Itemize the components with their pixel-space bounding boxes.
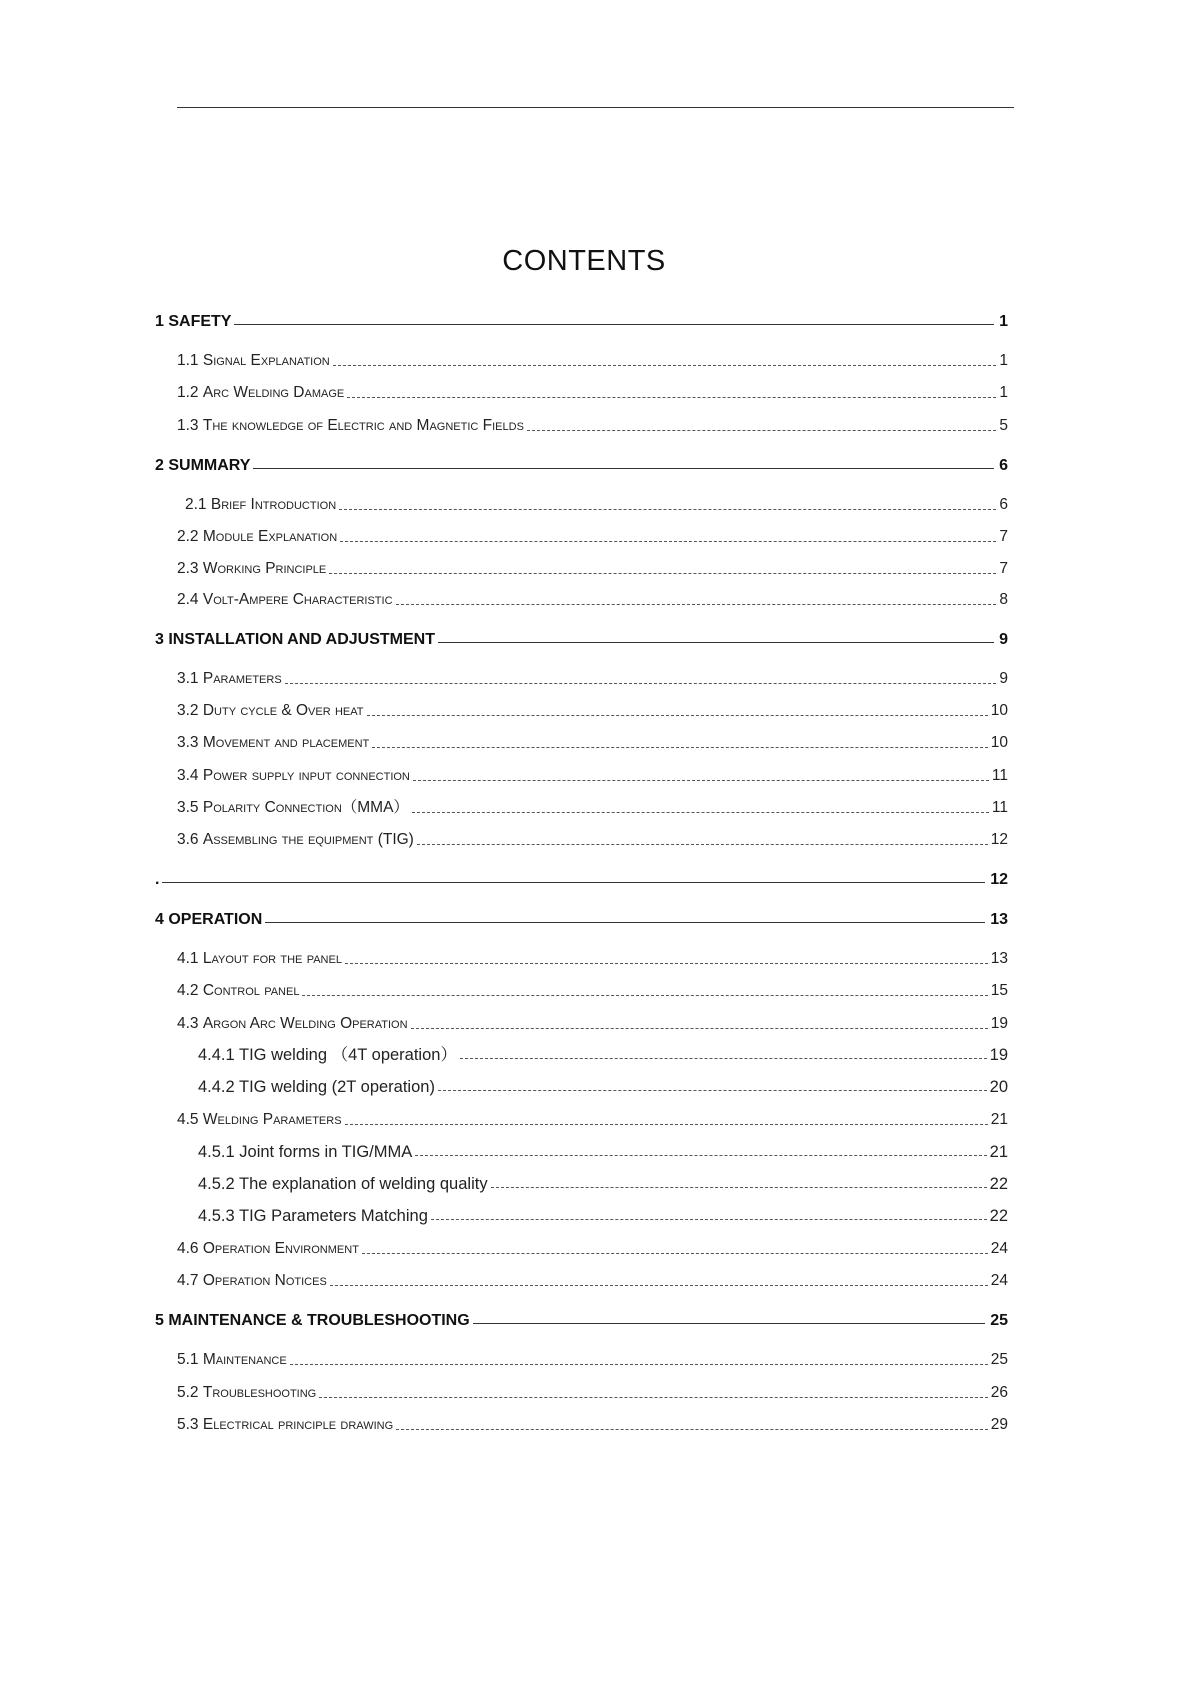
toc-entry-title: Polarity Connection（MMA） (202, 799, 409, 816)
toc-entry-label: 1 SAFETY (155, 313, 232, 330)
toc-entry-label (177, 829, 414, 851)
toc-entry-title: Operation Environment (202, 1240, 359, 1257)
toc-entry[interactable] (177, 556, 1008, 580)
toc-entry-number: 2.2 (177, 528, 203, 545)
toc-entry-number: 3.5 (177, 799, 203, 816)
toc-page-number: 25 (990, 1312, 1008, 1329)
toc-entry-title: Power supply input connection (202, 767, 410, 784)
toc-page-number: 9 (999, 631, 1008, 648)
toc-leader (333, 365, 997, 366)
toc-leader (396, 604, 997, 605)
toc-entry[interactable] (198, 1171, 1008, 1195)
toc-entry-label (177, 558, 326, 580)
toc-page-number: 12 (990, 831, 1008, 848)
toc-page-number: 26 (990, 1384, 1008, 1401)
toc-entry-number: 1.1 (177, 352, 203, 369)
toc-leader (473, 1323, 986, 1324)
toc-entry[interactable] (198, 1074, 1008, 1098)
toc-entry[interactable] (177, 730, 1008, 754)
toc-entry-label (185, 494, 336, 516)
toc-entry-label (177, 382, 344, 404)
header-rule (177, 107, 1014, 108)
toc-leader (302, 995, 987, 996)
toc-entry-title: Layout for the panel (202, 950, 342, 967)
toc-entry-number: 4.7 (177, 1272, 203, 1289)
toc-entry[interactable] (177, 1011, 1008, 1035)
toc-entry-label: 4.5.2 The explanation of welding quality (198, 1175, 488, 1193)
toc-entry-title: Brief Introduction (210, 496, 337, 513)
toc-page-number: 19 (989, 1046, 1008, 1064)
toc-leader (438, 1090, 987, 1091)
toc-entry-title: Volt-Ampere Characteristic (202, 591, 393, 608)
toc-entry-number: 3.2 (177, 702, 203, 719)
toc-entry-label: 4.4.1 TIG welding （4T operation） (198, 1046, 457, 1064)
toc-leader (162, 882, 985, 883)
toc-entry[interactable] (198, 1042, 1008, 1066)
toc-entry-title: Arc Welding Damage (202, 384, 345, 401)
toc-page-number: 10 (990, 734, 1008, 751)
toc-entry-label (177, 350, 330, 372)
toc-page-number: 12 (990, 871, 1008, 888)
toc-leader (253, 468, 994, 469)
toc-entry[interactable] (155, 907, 1008, 931)
toc-leader (345, 1124, 988, 1125)
toc-entry-title: Module Explanation (202, 528, 338, 545)
toc-leader (347, 397, 996, 398)
toc-entry[interactable] (185, 492, 1008, 516)
toc-page-number: 22 (989, 1207, 1008, 1225)
toc-entry[interactable] (177, 666, 1008, 690)
toc-entry[interactable] (155, 1308, 1008, 1332)
toc-page-number: 7 (999, 528, 1008, 545)
toc-entry-title: Working Principle (202, 560, 327, 577)
toc-entry-number: 3.1 (177, 670, 203, 687)
toc-entry[interactable] (177, 348, 1008, 372)
toc-entry-label: . (155, 871, 160, 888)
toc-page-number: 21 (990, 1111, 1008, 1128)
toc-entry-label (177, 1109, 342, 1131)
toc-entry-label: 3 INSTALLATION AND ADJUSTMENT (155, 631, 435, 648)
toc-entry-title: Argon Arc Welding Operation (202, 1015, 408, 1032)
toc-leader (411, 1028, 988, 1029)
toc-entry-number: 4.6 (177, 1240, 203, 1257)
toc-entry-label (177, 1414, 393, 1436)
toc-entry[interactable] (177, 795, 1008, 819)
toc-entry-label (177, 1270, 327, 1292)
toc-entry-title: Parameters (202, 670, 282, 687)
toc-leader (330, 1285, 988, 1286)
toc-entry[interactable] (177, 1236, 1008, 1260)
toc-entry[interactable] (177, 827, 1008, 851)
toc-entry-label (177, 980, 299, 1002)
toc-page-number: 7 (999, 560, 1008, 577)
toc-entry[interactable] (177, 698, 1008, 722)
toc-entry-number: 4.5 (177, 1111, 203, 1128)
toc-entry-label (177, 526, 337, 548)
toc-leader (417, 844, 988, 845)
toc-entry-label (177, 1238, 359, 1260)
toc-entry-title: Welding Parameters (202, 1111, 342, 1128)
toc-leader (319, 1397, 988, 1398)
toc-entry-label: 4 OPERATION (155, 911, 263, 928)
toc-page-number: 29 (990, 1416, 1008, 1433)
toc-entry-title: Assembling the equipment (TIG) (202, 831, 414, 848)
toc-page-number: 15 (990, 982, 1008, 999)
toc-page-number: 13 (990, 911, 1008, 928)
toc-entry[interactable] (198, 1203, 1008, 1227)
toc-page-number: 5 (999, 417, 1008, 434)
toc-page-number: 8 (999, 591, 1008, 608)
toc-leader (491, 1187, 987, 1188)
toc-page-number: 20 (989, 1078, 1008, 1096)
toc-leader (431, 1219, 987, 1220)
toc-entry-label (177, 1013, 408, 1035)
toc-entry-number: 5.2 (177, 1384, 203, 1401)
toc-entry-label (177, 765, 410, 787)
toc-leader (265, 922, 985, 923)
toc-entry-label (177, 1382, 316, 1404)
toc-page-number: 24 (990, 1272, 1008, 1289)
toc-entry-label (177, 589, 393, 611)
toc-page-number: 25 (990, 1351, 1008, 1368)
toc-entry-title: Operation Notices (202, 1272, 327, 1289)
toc-leader (329, 573, 996, 574)
toc-entry[interactable] (155, 627, 1008, 651)
toc-entry-label (177, 700, 364, 722)
toc-entry[interactable] (177, 587, 1008, 611)
toc-entry[interactable] (177, 1107, 1008, 1131)
toc-entry-number: 3.6 (177, 831, 203, 848)
toc-entry-label: 5 MAINTENANCE & TROUBLESHOOTING (155, 1312, 470, 1329)
toc-entry-number: 4.3 (177, 1015, 203, 1032)
toc-entry[interactable] (177, 946, 1008, 970)
toc-entry-number: 4.2 (177, 982, 203, 999)
toc-entry[interactable] (155, 453, 1008, 477)
toc-entry-label (177, 1349, 287, 1371)
toc-leader (415, 1155, 986, 1156)
toc-page-number: 9 (999, 670, 1008, 687)
toc-entry-title: Control panel (202, 982, 300, 999)
toc-leader (290, 1364, 988, 1365)
toc-entry[interactable] (177, 978, 1008, 1002)
toc-entry-label (177, 732, 369, 754)
toc-entry-number: 5.1 (177, 1351, 203, 1368)
toc-entry-title: Movement and placement (202, 734, 370, 751)
toc-entry[interactable] (177, 413, 1008, 437)
toc-page-number: 1 (999, 352, 1008, 369)
toc-page-number: 13 (990, 950, 1008, 967)
toc-entry[interactable] (177, 1380, 1008, 1404)
toc-entry-number: 5.3 (177, 1416, 203, 1433)
toc-leader (396, 1429, 988, 1430)
toc-entry-number: 2.3 (177, 560, 203, 577)
toc-page-number: 11 (991, 767, 1008, 784)
toc-entry-label: 4.4.2 TIG welding (2T operation) (198, 1078, 435, 1096)
toc-entry-label: 2 SUMMARY (155, 457, 251, 474)
toc-entry[interactable] (155, 867, 1008, 891)
toc-entry-title: Maintenance (202, 1351, 287, 1368)
toc-entry-title: Duty cycle & Over heat (202, 702, 364, 719)
toc-entry[interactable] (177, 763, 1008, 787)
toc-leader (367, 715, 988, 716)
toc-leader (372, 747, 988, 748)
toc-leader (339, 509, 996, 510)
toc-entry-number: 3.3 (177, 734, 203, 751)
toc-page-number: 6 (999, 496, 1008, 513)
toc-page-number: 6 (999, 457, 1008, 474)
page-title: CONTENTS (502, 245, 666, 277)
toc-entry-label (177, 797, 409, 819)
toc-entry-title: The knowledge of Electric and Magnetic Fields (202, 417, 524, 434)
toc-leader (412, 812, 989, 813)
toc-leader (438, 642, 994, 643)
toc-page-number: 24 (990, 1240, 1008, 1257)
toc-page-number: 22 (989, 1175, 1008, 1193)
toc-entry[interactable] (198, 1139, 1008, 1163)
toc-leader (234, 324, 994, 325)
toc-entry-label (177, 415, 524, 437)
toc-leader (345, 963, 988, 964)
toc-entry-title: Troubleshooting (202, 1384, 317, 1401)
toc-entry-number: 1.3 (177, 417, 203, 434)
toc-page-number: 11 (991, 799, 1008, 816)
toc-leader (340, 541, 996, 542)
toc-entry[interactable] (177, 380, 1008, 404)
toc-entry-number: 2.1 (185, 496, 211, 513)
toc-entry-number: 1.2 (177, 384, 203, 401)
toc-entry-label (177, 948, 342, 970)
toc-entry-number: 3.4 (177, 767, 203, 784)
toc-entry-number: 2.4 (177, 591, 203, 608)
toc-leader (460, 1058, 987, 1059)
toc-page-number: 10 (990, 702, 1008, 719)
toc-leader (285, 683, 997, 684)
toc-entry[interactable] (177, 1412, 1008, 1436)
toc-leader (527, 430, 996, 431)
toc-entry[interactable] (177, 524, 1008, 548)
toc-entry-label (177, 668, 282, 690)
toc-page-number: 1 (999, 313, 1008, 330)
toc-leader (413, 780, 989, 781)
toc-leader (362, 1253, 988, 1254)
toc-page-number: 21 (989, 1143, 1008, 1161)
toc-entry[interactable] (155, 309, 1008, 333)
toc-entry[interactable] (177, 1347, 1008, 1371)
toc-entry-title: Electrical principle drawing (202, 1416, 394, 1433)
toc-page-number: 19 (990, 1015, 1008, 1032)
toc-entry-number: 4.1 (177, 950, 203, 967)
toc-entry-label: 4.5.1 Joint forms in TIG/MMA (198, 1143, 413, 1161)
toc-page-number: 1 (999, 384, 1008, 401)
toc-entry[interactable] (177, 1268, 1008, 1292)
toc-entry-label: 4.5.3 TIG Parameters Matching (198, 1207, 428, 1225)
toc-entry-title: Signal Explanation (202, 352, 330, 369)
